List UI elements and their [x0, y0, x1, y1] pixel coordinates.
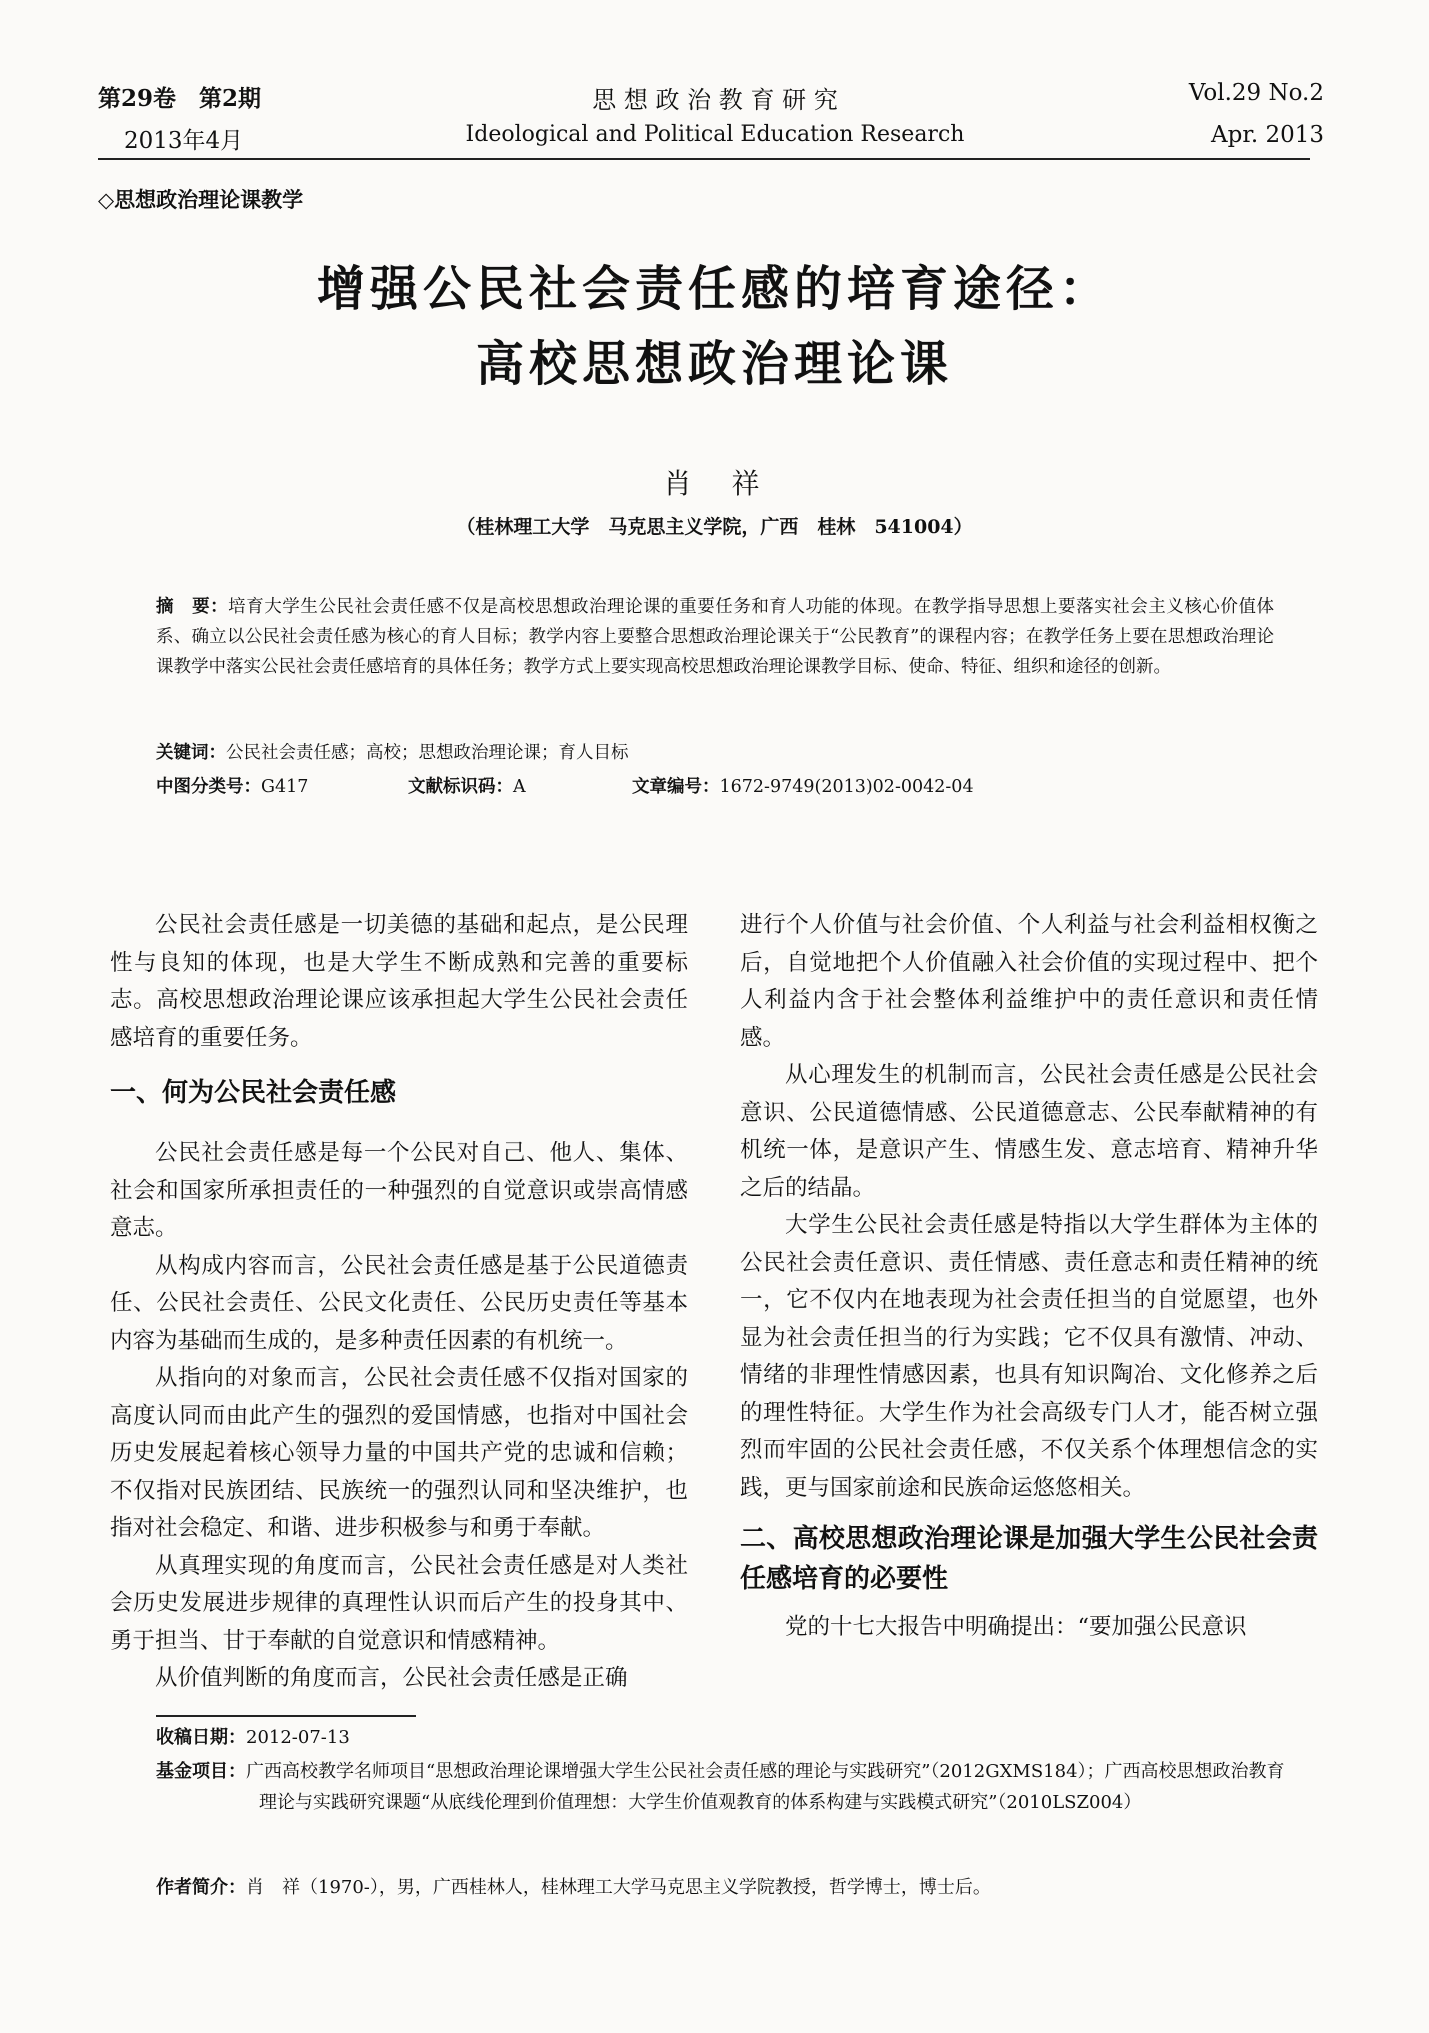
- author-bio-label: 作者简介：: [156, 1877, 246, 1898]
- doc-code-label: 文献标识码：: [408, 777, 513, 797]
- right-column: [740, 907, 1318, 1647]
- keywords-label: 关键词：: [156, 743, 226, 763]
- volume-issue: 第29卷 第2期: [98, 85, 262, 112]
- clc-line: [156, 772, 308, 802]
- article-number-label: 文章编号：: [632, 777, 720, 797]
- issue-date-en: Apr. 2013: [1211, 122, 1324, 148]
- doc-code-line: [408, 772, 526, 802]
- clc-label: 中图分类号：: [156, 777, 261, 797]
- abstract: [156, 592, 1274, 682]
- keywords-line: [156, 738, 1274, 768]
- header-rule: [98, 158, 1310, 160]
- paragraph: 从构成内容而言，公民社会责任感是基于公民道德责任、公民社会责任、公民文化责任、公民历史责任等基本内容为基础而生成的，是多种责任因素的有机统一。: [110, 1252, 688, 1354]
- paragraph: 进行个人价值与社会价值、个人利益与社会利益相权衡之后，自觉地把个人价值融入社会价值的实现过程中、把个人利益内含于社会整体利益维护中的责任意识和责任情感。: [740, 912, 1318, 1051]
- doc-code: A: [513, 777, 526, 797]
- footnote-rule: [156, 1715, 416, 1717]
- left-column: [110, 907, 688, 1698]
- abstract-text: 培育大学生公民社会责任感不仅是高校思想政治理论课的重要任务和育人功能的体现。在教学指导思想上要落实社会主义核心价值体系、确立以公民社会责任感为核心的育人目标；教学内容上要整合思想政治理论课关于“公民教育”的课程内容；在教学任务上要在思想政治理论课教学中落实公民社会责任感培育的具体任务；教学方式上要实现高校思想政治理论课教学目标、使命、特征、组织和途径的创新。: [156, 597, 1275, 677]
- column-tag: ◇思想政治理论课教学: [98, 188, 304, 212]
- fund-project: [156, 1756, 1286, 1818]
- paragraph: 从价值判断的角度而言，公民社会责任感是正确: [155, 1665, 628, 1691]
- fund-label: 基金项目：: [156, 1761, 246, 1782]
- received-label: 收稿日期：: [156, 1727, 246, 1748]
- journal-title-cn: 思 想 政 治 教 育 研 究: [592, 86, 838, 114]
- author-bio: [156, 1872, 1286, 1903]
- received-value: 2012-07-13: [246, 1727, 350, 1748]
- paragraph: 从真理实现的角度而言，公民社会责任感是对人类社会历史发展进步规律的真理性认识而后产生的投身其中、勇于担当、甘于奉献的自觉意识和情感精神。: [110, 1552, 688, 1654]
- paragraph: 大学生公民社会责任感是特指以大学生群体为主体的公民社会责任意识、责任情感、责任意志和责任精神的统一，它不仅内在地表现为社会责任担当的自觉愿望，也外显为社会责任担当的行为实践；它不仅具有激情、冲动、情绪的非理性情感因素，也具有知识陶冶、文化修养之后的理性特征。大学生作为社会高级专门人才，能否树立强烈而牢固的公民社会责任感，不仅关系个体理想信念的实践，更与国家前途和民族命运悠悠相关。: [740, 1212, 1318, 1501]
- article-title-line1: 增强公民社会责任感的培育途径：: [316, 261, 1112, 317]
- author-name: 肖 祥: [663, 467, 766, 500]
- journal-title-en: Ideological and Political Education Research: [465, 122, 965, 147]
- intro-paragraph: 公民社会责任感是一切美德的基础和起点，是公民理性与良知的体现，也是大学生不断成熟和完善的重要标志。高校思想政治理论课应该承担起大学生公民社会责任感培育的重要任务。: [110, 912, 688, 1051]
- paragraph: 公民社会责任感是每一个公民对自己、他人、集体、社会和国家所承担责任的一种强烈的自觉意识或崇高情感意志。: [110, 1140, 688, 1241]
- clc-number: G417: [261, 777, 309, 797]
- section1-heading: 一、何为公民社会责任感: [110, 1078, 397, 1108]
- volume-en: Vol.29 No.2: [1188, 80, 1324, 106]
- section2-heading: 二、高校思想政治理论课是加强大学生公民社会责任感培育的必要性: [740, 1524, 1318, 1594]
- paragraph: 从心理发生的机制而言，公民社会责任感是公民社会意识、公民道德情感、公民道德意志、公民奉献精神的有机统一体，是意识产生、情感生发、意志培育、精神升华之后的结晶。: [740, 1062, 1318, 1201]
- issue-date-cn: 2013年4月: [124, 128, 244, 154]
- article-title-line2: 高校思想政治理论课: [475, 336, 953, 392]
- received-date: [156, 1722, 1286, 1753]
- paragraph: 党的十七大报告中明确提出：“要加强公民意识: [785, 1614, 1247, 1640]
- fund-value: 广西高校教学名师项目“思想政治理论课增强大学生公民社会责任感的理论与实践研究”（2012GXMS184）；广西高校思想政治教育理论与实践研究课题“从底线伦理到价值理想：大学生价值观教育的体系构建与实践模式研究”（2010LSZ004）: [246, 1761, 1285, 1813]
- paragraph: 从指向的对象而言，公民社会责任感不仅指对国家的高度认同而由此产生的强烈的爱国情感，也指对中国社会历史发展起着核心领导力量的中国共产党的忠诚和信赖；不仅指对民族团结、民族统一的强烈认同和坚决维护，也指对社会稳定、和谐、进步积极参与和勇于奉献。: [110, 1365, 688, 1541]
- abstract-label: 摘 要：: [156, 597, 229, 617]
- author-bio-value: 肖 祥（1970-），男，广西桂林人，桂林理工大学马克思主义学院教授，哲学博士，博士后。: [246, 1877, 991, 1898]
- article-number-line: [632, 772, 974, 802]
- keywords: 公民社会责任感；高校；思想政治理论课；育人目标: [226, 743, 629, 763]
- author-affiliation: （桂林理工大学 马克思主义学院，广西 桂林 541004）: [456, 516, 973, 538]
- article-number: 1672-9749(2013)02-0042-04: [719, 777, 974, 797]
